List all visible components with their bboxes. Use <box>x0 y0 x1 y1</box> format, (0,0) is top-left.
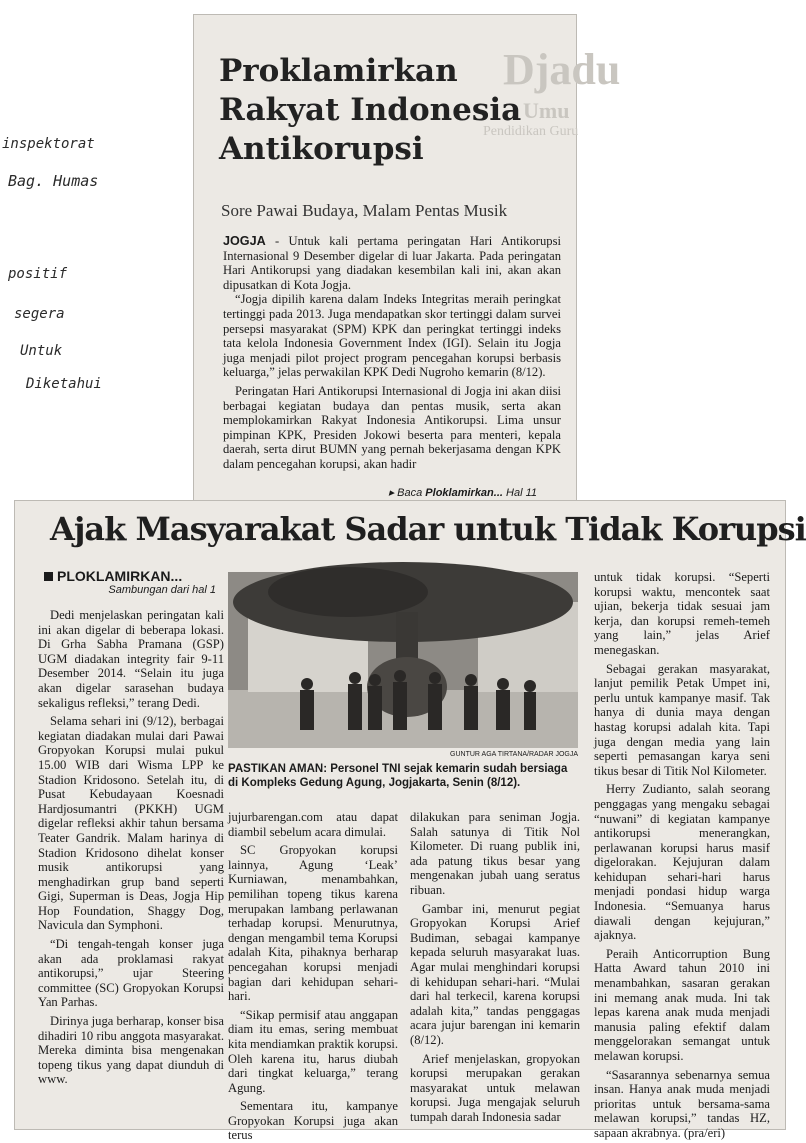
top-subheadline: Sore Pawai Budaya, Malam Pentas Musik <box>221 201 508 220</box>
col4-paragraph: “Sasarannya sebenarnya semua insan. Hanya anak muda menjadi prioritas untuk bersama-sama melawan korupsi,” tandas HZ, sapaan akrabnya. (pra/eri) <box>594 1067 770 1140</box>
headline-line-1: Proklamirkan <box>219 53 458 89</box>
continue-bold: Ploklamirkan... <box>425 487 503 499</box>
col2-paragraph: jujurbarengan.com atau dapat diambil sebelum acara dimulai. <box>228 810 398 839</box>
section-label-text: PLOKLAMIRKAN... <box>57 568 183 584</box>
col3-paragraph: Gambar ini, menurut pegiat Gropyokan Korupsi Arief Budiman, sebagai kampanye kepada seluruh masyarakat luas. Agar mulai menghindari korupsi di kehidupan sehari-hari. “Mulai dari hal terkecil, karena korupsi adalah kita,” tandas penggagas acara jujur barengan ini kemarin (8/12). <box>410 901 580 1047</box>
top-paragraph-3: Peringatan Hari Antikorupsi Internasional di Jogja ini akan diisi berbagai kegiatan budaya dan pentas musik, serta akan memplokamirkan Rakyat Indonesia Antikorupsi. Lima unsur pimpinan KPK, Presiden Jokowi beserta para menteri, kepala daerah, serta dirut BUMN yang pernah bekerjasama dengan KPK dalam pencegahan korupsi, akan hadir <box>223 383 561 471</box>
col4-paragraph: Sebagai gerakan masyarakat, lanjut pemilik Petak Umpet ini, perlu untuk kampanye masif. Tak hanya di dunia maya dengan hastag korupsi adalah kita. Tapi juga dengan media yang lain seperti pemasangan karya seni tikus besar di Titik Nol Kilometer. <box>594 661 770 778</box>
ghost-text-mid: Umu <box>523 98 570 123</box>
col4-paragraph: Herry Zudianto, salah seorang penggagas yang mengaku sebagai “nuwani” di kegiatan kampanye antikorupsi menerangkan, perlawanan korupsi harus masif digelorakan. Kejujuran dalam kehidupan sehari-hari harus menjadi pondasi hidup warga Indonesia. “Semuanya harus diawali dengan kejujuran,” ajaknya. <box>594 782 770 943</box>
top-clipping <box>193 14 621 504</box>
continued-from: Sambungan dari hal 1 <box>108 584 216 596</box>
top-paragraph-1: - Untuk kali pertama peringatan Hari Antikorupsi Internasional 9 Desember digelar di luar Jakarta. Pada peringatan Hari Antikorupsi yang diadakan kesembilan kali ini, akan akan dipusatkan di Kota Jogja. <box>223 234 561 292</box>
note-line-6: Diketahui <box>26 376 102 392</box>
note-line-1: inspektorat <box>2 136 95 152</box>
note-line-2: Bag. Humas <box>8 172 99 190</box>
col3-paragraph: Arief menjelaskan, gropyokan korupsi merupakan gerakan masyarakat untuk melawan korupsi. Juga mengajak seluruh tumpah darah Indonesia sadar <box>410 1051 580 1124</box>
photo-caption: PASTIKAN AMAN: Personel TNI sejak kemarin sudah bersiaga di Kompleks Gedung Agung, Jogjakarta, Senin (8/12). <box>228 763 568 789</box>
headline-line-3: Antikorupsi <box>219 131 424 167</box>
bottom-clipping <box>14 500 806 1143</box>
bottom-column-3 <box>410 810 580 1124</box>
col2-paragraph: SC Gropyokan korupsi lainnya, Agung ‘Leak’ Kurniawan, menambahkan, pemilihan topeng tikus karena merupakan lambang perlawanan terhadap korupsi. Menurutnya, dengan mengambil tema Korupsi adalah Kita, pihaknya berharap pencegahan korupsi menjadi bagian dari kehidupan sehari-hari. <box>228 843 398 1004</box>
bottom-column-1 <box>38 608 224 1087</box>
col1-paragraph: Dedi menjelaskan peringatan kali ini akan digelar di beberapa lokasi. Di Grha Sabha Pramana (GSP) UGM diadakan integrity fair 9-11 Desember 2014. “Selain itu juga akan digelar sarasehan budaya sekaligus refleksi,” terang Dedi. <box>38 608 224 710</box>
col2-paragraph: “Sikap permisif atau anggapan diam itu emas, sering membuat kita mendiamkan praktik korupsi. Oleh karena itu, harus diubah dari tingkat keluarga,” terang Agung. <box>228 1007 398 1095</box>
col1-paragraph: Selama sehari ini (9/12), berbagai kegiatan diadakan mulai dari Pawai Gropyokan Korupsi mulai pukul 15.00 WIB dari Wisma LPP ke Stadion Kridosono. Setelah itu, di Pusat Kebudayaan Koesnadi Hardjosumantri (PKKH) UGM digelar refleksi akhir tahun bersama Teater Gandrik. Malam harinya di Stadion Kridosono dihelat konser musik antikorupsi yang menghadirkan grup band seperti Gigi, Superman is Deas, Jogja Hip Hop Foundation, Shaggy Dog, Navicula dan Symphoni. <box>38 714 224 933</box>
headline-line-2: Rakyat Indonesia <box>219 92 522 128</box>
col1-paragraph: Dirinya juga berharap, konser bisa dihadiri 10 ribu anggota masyarakat. Mereka diminta bisa mengenakan topeng tikus yang dapat diunduh di www. <box>38 1014 224 1087</box>
bottom-headline: Ajak Masyarakat Sadar untuk Tidak Korupsi <box>50 510 806 548</box>
ghost-text-large: Djadu <box>503 45 621 94</box>
continue-prefix: ▸ Baca <box>388 487 426 499</box>
photo-credit: GUNTUR AGA TIRTANA/RADAR JOGJA <box>450 751 578 758</box>
top-headline <box>219 52 521 169</box>
news-photo <box>228 572 578 748</box>
note-line-3: positif <box>8 266 68 282</box>
col4-paragraph: untuk tidak korupsi. “Seperti korupsi waktu, mencontek saat ujian, bekerja tidak sesuai jam kerja, dan korupsi remeh-temeh yang lain,” jelas Arief menegaskan. <box>594 570 770 657</box>
section-label-wrap <box>44 568 224 596</box>
col2-paragraph: Sementara itu, kampanye Gropyokan Korupsi juga akan terus <box>228 1099 398 1143</box>
photo-illustration <box>228 572 578 748</box>
note-line-4: segera <box>14 306 65 322</box>
col1-paragraph: “Di tengah-tengah konser juga akan ada proklamasi rakyat antikorupsi,” ujar Steering committee (SC) Gropyokan Korupsi Yan Parhas. <box>38 937 224 1010</box>
col4-paragraph: Peraih Anticorruption Bung Hatta Award tahun 2010 ini menambahkan, sasaran gerakan ini memang anak muda. Ini tak lepas karena anak muda menjadi manusia paling efektif dalam menggelorakan semangat untuk melawan korupsi. <box>594 946 770 1063</box>
continue-link[interactable] <box>389 486 537 499</box>
note-line-5: Untuk <box>20 343 63 359</box>
col3-paragraph: dilakukan para seniman Jogja. Salah satunya di Titik Nol Kilometer. Di ruang publik ini, ada patung tikus besar yang mengenakan jubah uang seratus ribuan. <box>410 810 580 897</box>
ghost-text-small: Pendidikan Guru <box>483 124 579 139</box>
continue-suffix: Hal 11 <box>502 487 537 499</box>
section-label <box>44 568 224 584</box>
top-paragraph-2: “Jogja dipilih karena dalam Indeks Integritas meraih peringkat tertinggi pada 2013. Juga mendapatkan skor tertinggi dalam survei persepsi masyarakat (SPM) KPK dan peringkat tertinggi indeks tata kelola Indonesia Government Index (IGI). Selain itu Jogja juga menjadi pilot project program pencegahan korupsi berbasis keluarga,” jelas perwakilan KPK Dedi Nugroho kemarin (8/12). <box>223 292 561 380</box>
bottom-column-2 <box>228 810 398 1143</box>
bottom-column-4 <box>594 570 770 1141</box>
top-body <box>223 234 561 472</box>
square-bullet-icon <box>44 572 53 581</box>
dateline: JOGJA <box>223 234 266 248</box>
